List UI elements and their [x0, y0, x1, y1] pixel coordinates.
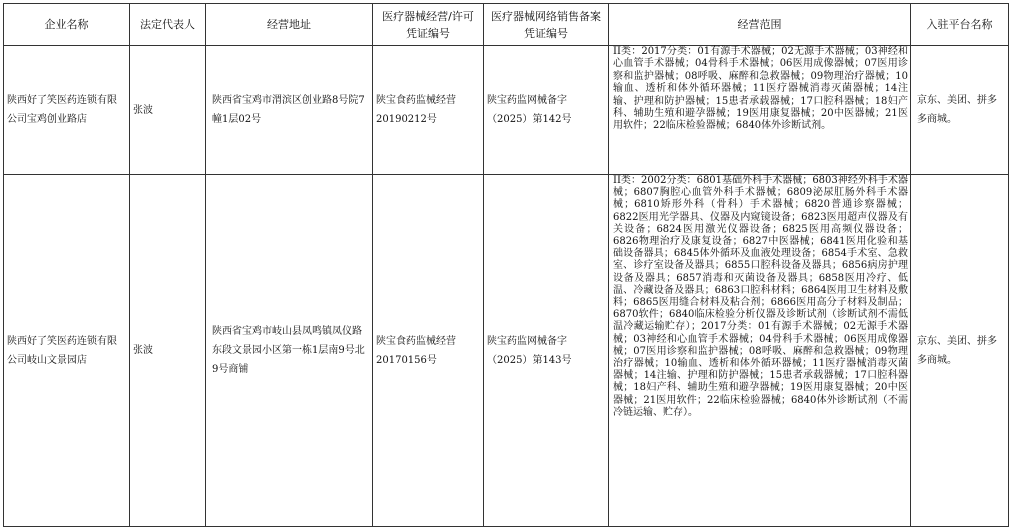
- address-cell: 陕西省宝鸡市渭滨区创业路8号院7幢1层02号: [206, 46, 373, 175]
- header-platforms: 入驻平台名称: [911, 4, 1009, 46]
- table-row: [4, 175, 1009, 527]
- platforms-cell: 京东、美团、拼多多商城。: [911, 46, 1009, 175]
- header-legal-rep: 法定代表人: [130, 4, 206, 46]
- header-online-record: 医疗器械网络销售备案凭证编号: [484, 4, 609, 46]
- company-cell: 陕西好了笑医药连锁有限公司岐山文景园店: [4, 175, 130, 527]
- address-cell: 陕西省宝鸡市岐山县凤鸣镇凤仪路东段文景园小区第一栋1层南9号北9号商铺: [206, 175, 373, 527]
- header-scope: 经营范围: [609, 4, 911, 46]
- legal-rep-cell: 张波: [130, 175, 206, 527]
- license-cell: 陕宝食药监械经营20190212号: [373, 46, 484, 175]
- license-cell: 陕宝食药监械经营20170156号: [373, 175, 484, 527]
- scope-text: II类：2002分类：6801基础外科手术器械；6803神经外科手术器械；6807胸腔心血管外科手术器械；6809泌尿肛肠外科手术器械；6810矫形外科（骨科）手术器械；6820普通诊察器械；6822医用光学器具、仪器及内窥镜设备；6823医用超声仪器及有关设备；6824医用激光仪器设备；6825医用高频仪器设备；6826物理治疗及康复设备；6827中医器械；6841医用化验和基础设备器具；6845体外循环及血液处理设备；6854手术室、急救室、诊疗室设备及器具；6855口腔科设备及器具；6856病房护理设备及器具；6857消毒和灭菌设备及器具；6858医用冷疗、低温、冷藏设备及器具；6863口腔科材料；6864医用卫生材料及敷料；6865医用缝合材料及粘合剂；6866医用高分子材料及制品；6870软件；6840临床检验分析仪器及诊断试剂（诊断试剂不需低温冷藏运输贮存）；2017分类：01有源手术器械；02无源手术器械；03神经和心血管手术器械；04骨科手术器械；06医用成像器械；07医用诊察和监护器械；08呼吸、麻醉和急救器械；09物理治疗器械；10输血、透析和体外循环器械；11医疗器械消毒灭菌器械；14注输、护理和防护器械；15患者承载器械；17口腔科器械；18妇产科、辅助生殖和避孕器械；19医用康复器械；20中医器械；21医用软件；22临床检验器械；6840体外诊断试剂（不需冷链运输、贮存）。: [613, 175, 908, 418]
- table-row: [4, 46, 1009, 175]
- header-license: 医疗器械经营/许可凭证编号: [373, 4, 484, 46]
- legal-rep-cell: 张波: [130, 46, 206, 175]
- registry-table: [3, 3, 1009, 527]
- platforms-cell: 京东、美团、拼多多商城。: [911, 175, 1009, 527]
- header-address: 经营地址: [206, 4, 373, 46]
- online-record-cell: 陕宝药监网械备字（2025）第143号: [484, 175, 609, 527]
- scope-cell: [609, 175, 911, 527]
- scope-cell: [609, 46, 911, 175]
- header-company: 企业名称: [4, 4, 130, 46]
- company-cell: 陕西好了笑医药连锁有限公司宝鸡创业路店: [4, 46, 130, 175]
- scope-text: II类：2017分类：01有源手术器械；02无源手术器械；03神经和心血管手术器械；04骨科手术器械；06医用成像器械；07医用诊察和监护器械；08呼吸、麻醉和急救器械；09物理治疗器械；10输血、透析和体外循环器械；11医疗器械消毒灭菌器械；14注输、护理和防护器械；15患者承载器械；17口腔科器械；18妇产科、辅助生殖和避孕器械；19医用康复器械；20中医器械；21医用软件；22临床检验器械；6840体外诊断试剂。: [613, 46, 908, 132]
- header-row: [4, 4, 1009, 46]
- online-record-cell: 陕宝药监网械备字（2025）第142号: [484, 46, 609, 175]
